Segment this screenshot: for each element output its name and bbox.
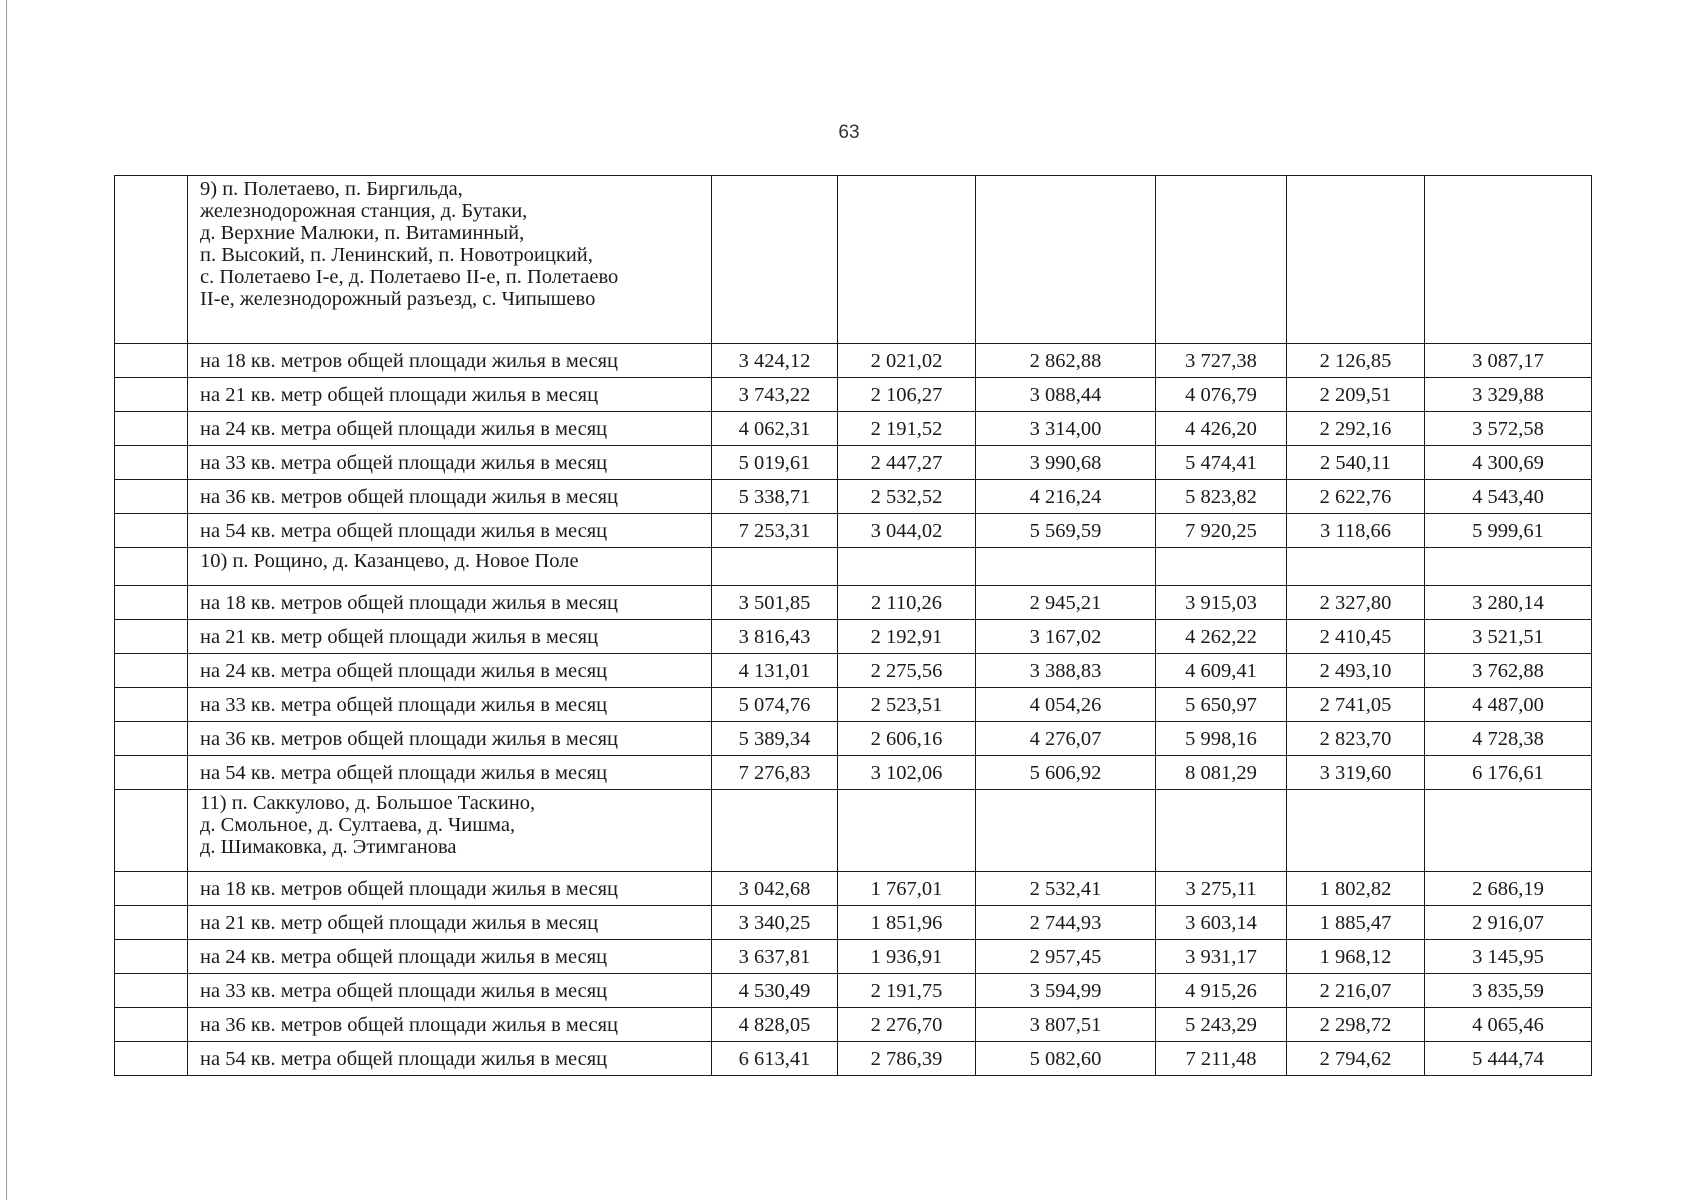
- value-cell: 3 424,12: [712, 344, 838, 378]
- value-cell: 1 885,47: [1287, 906, 1425, 940]
- value-cell: 1 802,82: [1287, 872, 1425, 906]
- table-row: [115, 1042, 1592, 1076]
- tariff-table-container: [114, 175, 1591, 1076]
- empty-cell: [1425, 548, 1592, 586]
- empty-cell: [1425, 790, 1592, 872]
- row-label: на 18 кв. метров общей площади жилья в месяц: [188, 872, 712, 906]
- group-heading: 10) п. Рощино, д. Казанцево, д. Новое Поле: [188, 548, 712, 586]
- value-cell: 3 521,51: [1425, 620, 1592, 654]
- index-cell: [115, 790, 188, 872]
- table-row: [115, 872, 1592, 906]
- table-row: [115, 906, 1592, 940]
- value-cell: 3 501,85: [712, 586, 838, 620]
- value-cell: 2 110,26: [838, 586, 976, 620]
- value-cell: 3 915,03: [1156, 586, 1287, 620]
- value-cell: 3 594,99: [976, 974, 1156, 1008]
- index-cell: [115, 940, 188, 974]
- value-cell: 4 728,38: [1425, 722, 1592, 756]
- value-cell: 5 650,97: [1156, 688, 1287, 722]
- value-cell: 4 131,01: [712, 654, 838, 688]
- empty-cell: [976, 790, 1156, 872]
- value-cell: 4 300,69: [1425, 446, 1592, 480]
- value-cell: 3 042,68: [712, 872, 838, 906]
- value-cell: 3 990,68: [976, 446, 1156, 480]
- value-cell: 5 338,71: [712, 480, 838, 514]
- table-row: [115, 378, 1592, 412]
- value-cell: 3 329,88: [1425, 378, 1592, 412]
- empty-cell: [976, 176, 1156, 344]
- table-row: [115, 940, 1592, 974]
- value-cell: 3 314,00: [976, 412, 1156, 446]
- value-cell: 4 543,40: [1425, 480, 1592, 514]
- value-cell: 2 192,91: [838, 620, 976, 654]
- table-row: [115, 756, 1592, 790]
- value-cell: 7 920,25: [1156, 514, 1287, 548]
- value-cell: 3 388,83: [976, 654, 1156, 688]
- value-cell: 4 276,07: [976, 722, 1156, 756]
- page-number: 63: [838, 122, 860, 143]
- value-cell: 2 209,51: [1287, 378, 1425, 412]
- index-cell: [115, 344, 188, 378]
- table-row: [115, 514, 1592, 548]
- value-cell: 2 493,10: [1287, 654, 1425, 688]
- index-cell: [115, 378, 188, 412]
- empty-cell: [1425, 176, 1592, 344]
- index-cell: [115, 1008, 188, 1042]
- row-label: на 36 кв. метров общей площади жилья в месяц: [188, 1008, 712, 1042]
- value-cell: 3 572,58: [1425, 412, 1592, 446]
- value-cell: 3 102,06: [838, 756, 976, 790]
- value-cell: 2 275,56: [838, 654, 976, 688]
- value-cell: 2 532,41: [976, 872, 1156, 906]
- value-cell: 4 828,05: [712, 1008, 838, 1042]
- value-cell: 4 062,31: [712, 412, 838, 446]
- value-cell: 2 021,02: [838, 344, 976, 378]
- value-cell: 4 487,00: [1425, 688, 1592, 722]
- value-cell: 4 076,79: [1156, 378, 1287, 412]
- value-cell: 1 767,01: [838, 872, 976, 906]
- value-cell: 4 054,26: [976, 688, 1156, 722]
- row-label: на 18 кв. метров общей площади жилья в месяц: [188, 344, 712, 378]
- value-cell: 5 019,61: [712, 446, 838, 480]
- value-cell: 2 191,52: [838, 412, 976, 446]
- index-cell: [115, 620, 188, 654]
- row-label: на 54 кв. метра общей площади жилья в месяц: [188, 514, 712, 548]
- index-cell: [115, 446, 188, 480]
- index-cell: [115, 480, 188, 514]
- table-row: [115, 1008, 1592, 1042]
- value-cell: 3 835,59: [1425, 974, 1592, 1008]
- group-heading: 9) п. Полетаево, п. Биргильда, железнодорожная станция, д. Бутаки, д. Верхние Малюки, п. Витаминный, п. Высокий, п. Ленинский, п. Новотроицкий, с. Полетаево I-е, д. Полетаево II-е, п. Полетаево II-е, железнодорожный разъезд, с. Чипышево: [188, 176, 712, 344]
- value-cell: 2 191,75: [838, 974, 976, 1008]
- value-cell: 3 931,17: [1156, 940, 1287, 974]
- index-cell: [115, 756, 188, 790]
- value-cell: 2 945,21: [976, 586, 1156, 620]
- value-cell: 4 065,46: [1425, 1008, 1592, 1042]
- row-label: на 21 кв. метр общей площади жилья в месяц: [188, 906, 712, 940]
- group-heading: 11) п. Саккулово, д. Большое Таскино, д. Смольное, д. Султаева, д. Чишма, д. Шимаковка, д. Этимганова: [188, 790, 712, 872]
- index-cell: [115, 654, 188, 688]
- value-cell: 5 569,59: [976, 514, 1156, 548]
- group-heading-row: [115, 176, 1592, 344]
- value-cell: 1 936,91: [838, 940, 976, 974]
- value-cell: 2 741,05: [1287, 688, 1425, 722]
- table-row: [115, 586, 1592, 620]
- index-cell: [115, 548, 188, 586]
- value-cell: 5 474,41: [1156, 446, 1287, 480]
- value-cell: 2 410,45: [1287, 620, 1425, 654]
- value-cell: 2 540,11: [1287, 446, 1425, 480]
- index-cell: [115, 176, 188, 344]
- value-cell: 2 786,39: [838, 1042, 976, 1076]
- empty-cell: [712, 548, 838, 586]
- value-cell: 2 292,16: [1287, 412, 1425, 446]
- value-cell: 2 126,85: [1287, 344, 1425, 378]
- empty-cell: [1156, 790, 1287, 872]
- scan-edge: [6, 0, 7, 1200]
- value-cell: 2 794,62: [1287, 1042, 1425, 1076]
- value-cell: 3 762,88: [1425, 654, 1592, 688]
- row-label: на 21 кв. метр общей площади жилья в месяц: [188, 378, 712, 412]
- index-cell: [115, 412, 188, 446]
- index-cell: [115, 974, 188, 1008]
- value-cell: 3 340,25: [712, 906, 838, 940]
- row-label: на 24 кв. метра общей площади жилья в месяц: [188, 654, 712, 688]
- value-cell: 2 447,27: [838, 446, 976, 480]
- empty-cell: [1287, 790, 1425, 872]
- value-cell: 3 637,81: [712, 940, 838, 974]
- value-cell: 2 916,07: [1425, 906, 1592, 940]
- table-row: [115, 344, 1592, 378]
- value-cell: 2 957,45: [976, 940, 1156, 974]
- row-label: на 33 кв. метра общей площади жилья в месяц: [188, 974, 712, 1008]
- value-cell: 2 298,72: [1287, 1008, 1425, 1042]
- empty-cell: [838, 548, 976, 586]
- value-cell: 2 686,19: [1425, 872, 1592, 906]
- value-cell: 2 523,51: [838, 688, 976, 722]
- tariff-table: [114, 175, 1592, 1076]
- value-cell: 3 280,14: [1425, 586, 1592, 620]
- index-cell: [115, 722, 188, 756]
- value-cell: 5 998,16: [1156, 722, 1287, 756]
- value-cell: 3 145,95: [1425, 940, 1592, 974]
- table-row: [115, 722, 1592, 756]
- value-cell: 4 530,49: [712, 974, 838, 1008]
- value-cell: 3 087,17: [1425, 344, 1592, 378]
- value-cell: 5 243,29: [1156, 1008, 1287, 1042]
- row-label: на 24 кв. метра общей площади жилья в месяц: [188, 940, 712, 974]
- value-cell: 3 275,11: [1156, 872, 1287, 906]
- index-cell: [115, 514, 188, 548]
- table-row: [115, 974, 1592, 1008]
- row-label: на 33 кв. метра общей площади жилья в месяц: [188, 688, 712, 722]
- value-cell: 8 081,29: [1156, 756, 1287, 790]
- value-cell: 4 915,26: [1156, 974, 1287, 1008]
- value-cell: 6 613,41: [712, 1042, 838, 1076]
- empty-cell: [976, 548, 1156, 586]
- table-row: [115, 446, 1592, 480]
- row-label: на 36 кв. метров общей площади жилья в месяц: [188, 480, 712, 514]
- table-row: [115, 654, 1592, 688]
- empty-cell: [1156, 548, 1287, 586]
- value-cell: 7 211,48: [1156, 1042, 1287, 1076]
- index-cell: [115, 688, 188, 722]
- value-cell: 3 044,02: [838, 514, 976, 548]
- group-heading-row: [115, 790, 1592, 872]
- value-cell: 5 082,60: [976, 1042, 1156, 1076]
- row-label: на 21 кв. метр общей площади жилья в месяц: [188, 620, 712, 654]
- table-row: [115, 480, 1592, 514]
- value-cell: 2 106,27: [838, 378, 976, 412]
- table-row: [115, 688, 1592, 722]
- value-cell: 4 262,22: [1156, 620, 1287, 654]
- empty-cell: [712, 790, 838, 872]
- value-cell: 5 999,61: [1425, 514, 1592, 548]
- table-row: [115, 412, 1592, 446]
- empty-cell: [838, 790, 976, 872]
- value-cell: 7 276,83: [712, 756, 838, 790]
- value-cell: 2 823,70: [1287, 722, 1425, 756]
- value-cell: 3 319,60: [1287, 756, 1425, 790]
- empty-cell: [1287, 176, 1425, 344]
- empty-cell: [1287, 548, 1425, 586]
- value-cell: 2 606,16: [838, 722, 976, 756]
- value-cell: 4 216,24: [976, 480, 1156, 514]
- row-label: на 36 кв. метров общей площади жилья в месяц: [188, 722, 712, 756]
- row-label: на 54 кв. метра общей площади жилья в месяц: [188, 756, 712, 790]
- value-cell: 2 862,88: [976, 344, 1156, 378]
- group-heading-row: [115, 548, 1592, 586]
- row-label: на 33 кв. метра общей площади жилья в месяц: [188, 446, 712, 480]
- index-cell: [115, 1042, 188, 1076]
- value-cell: 3 807,51: [976, 1008, 1156, 1042]
- index-cell: [115, 586, 188, 620]
- empty-cell: [1156, 176, 1287, 344]
- value-cell: 3 088,44: [976, 378, 1156, 412]
- value-cell: 2 327,80: [1287, 586, 1425, 620]
- value-cell: 4 609,41: [1156, 654, 1287, 688]
- row-label: на 54 кв. метра общей площади жилья в месяц: [188, 1042, 712, 1076]
- value-cell: 5 389,34: [712, 722, 838, 756]
- value-cell: 3 118,66: [1287, 514, 1425, 548]
- empty-cell: [838, 176, 976, 344]
- value-cell: 2 276,70: [838, 1008, 976, 1042]
- value-cell: 2 622,76: [1287, 480, 1425, 514]
- value-cell: 3 603,14: [1156, 906, 1287, 940]
- value-cell: 1 851,96: [838, 906, 976, 940]
- value-cell: 2 216,07: [1287, 974, 1425, 1008]
- value-cell: 3 743,22: [712, 378, 838, 412]
- index-cell: [115, 906, 188, 940]
- value-cell: 5 823,82: [1156, 480, 1287, 514]
- value-cell: 6 176,61: [1425, 756, 1592, 790]
- value-cell: 2 532,52: [838, 480, 976, 514]
- value-cell: 3 816,43: [712, 620, 838, 654]
- table-body: [115, 176, 1592, 1076]
- value-cell: 5 074,76: [712, 688, 838, 722]
- value-cell: 2 744,93: [976, 906, 1156, 940]
- index-cell: [115, 872, 188, 906]
- row-label: на 24 кв. метра общей площади жилья в месяц: [188, 412, 712, 446]
- row-label: на 18 кв. метров общей площади жилья в месяц: [188, 586, 712, 620]
- value-cell: 3 727,38: [1156, 344, 1287, 378]
- table-row: [115, 620, 1592, 654]
- value-cell: 1 968,12: [1287, 940, 1425, 974]
- empty-cell: [712, 176, 838, 344]
- value-cell: 5 606,92: [976, 756, 1156, 790]
- value-cell: 4 426,20: [1156, 412, 1287, 446]
- value-cell: 5 444,74: [1425, 1042, 1592, 1076]
- value-cell: 3 167,02: [976, 620, 1156, 654]
- value-cell: 7 253,31: [712, 514, 838, 548]
